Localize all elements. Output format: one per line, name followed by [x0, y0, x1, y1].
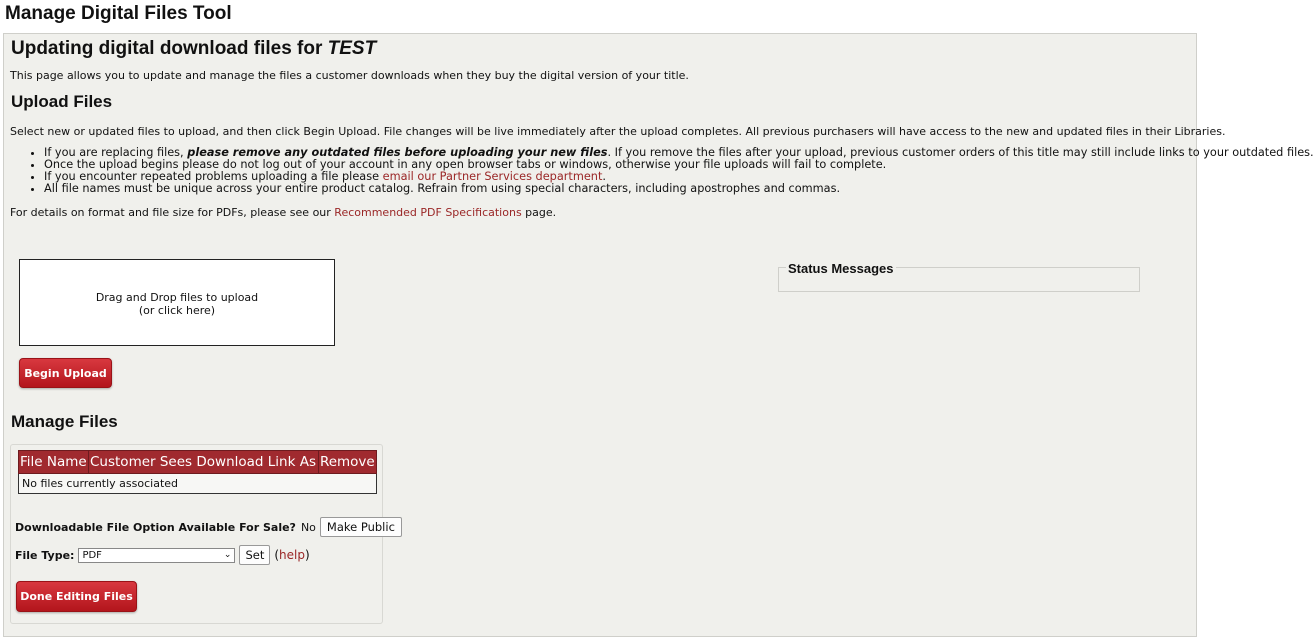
bullet-text: If you encounter repeated problems uploading a file please: [44, 170, 383, 183]
downloadable-option-value: No: [300, 520, 316, 534]
app-title: Manage Digital Files Tool: [5, 3, 232, 24]
downloadable-option-row: [15, 517, 402, 537]
pdf-details-prefix: For details on format and file size for PDFs, please see our: [10, 206, 335, 219]
file-type-select[interactable]: [78, 548, 235, 563]
begin-upload-button[interactable]: Begin Upload: [19, 358, 112, 388]
file-type-label: File Type:: [15, 548, 75, 562]
table-row: [19, 474, 377, 494]
column-download-link: Customer Sees Download Link As: [89, 451, 319, 474]
column-file-name: File Name: [19, 451, 89, 474]
downloadable-option-label: Downloadable File Option Available For Sale?: [15, 520, 296, 534]
bullet-text: . If you remove the files after your upload, previous customer orders of this title may still include links to your outdated files.: [607, 146, 1314, 159]
manage-files-heading: Manage Files: [11, 412, 118, 431]
product-title: TEST: [327, 38, 377, 59]
file-dropzone[interactable]: [19, 259, 335, 346]
main-panel: [3, 33, 1314, 637]
help-wrapper: [274, 548, 309, 562]
dropzone-hint: (or click here): [138, 304, 216, 317]
make-public-button[interactable]: Make Public: [320, 517, 402, 537]
partner-services-email-link[interactable]: email our Partner Services department: [382, 170, 603, 183]
empty-files-message: No files currently associated: [19, 474, 377, 494]
done-editing-files-button[interactable]: Done Editing Files: [16, 581, 137, 612]
list-item: • All file names must be unique across your entire product catalog. Refrain from using special characters, including apostrophes and commas.: [44, 183, 1314, 195]
column-remove: Remove: [318, 451, 376, 474]
bullet-text: If you are replacing files,: [44, 146, 188, 159]
table-header-row: [19, 451, 377, 474]
help-paren-open: (: [274, 548, 280, 562]
file-type-selected: PDF: [82, 549, 102, 561]
dropzone-label: Drag and Drop files to upload: [95, 291, 259, 304]
page-heading: [11, 38, 376, 60]
list-item: • Once the upload begins please do not log out of your account in any open browser tabs or windows, otherwise your file uploads will fail to complete.: [44, 159, 1314, 171]
intro-text: This page allows you to update and manage the files a customer downloads when they buy the digital version of your title.: [10, 69, 689, 82]
file-type-help-link[interactable]: help: [279, 548, 305, 562]
files-table: [18, 450, 377, 494]
help-paren-close: ): [304, 548, 310, 562]
upload-rules-list: [10, 147, 1314, 195]
bullet-text: .: [602, 170, 606, 183]
status-messages-legend: Status Messages: [788, 261, 894, 276]
manage-files-box: [10, 444, 395, 624]
page-heading-prefix: Updating digital download files for: [11, 38, 328, 59]
upload-files-heading: Upload Files: [11, 92, 113, 111]
file-type-row: [15, 545, 310, 565]
pdf-specs-link[interactable]: Recommended PDF Specifications: [334, 206, 522, 219]
set-file-type-button[interactable]: Set: [239, 545, 270, 565]
pdf-details-text: [10, 206, 556, 219]
chevron-down-icon: ⌄: [223, 550, 232, 560]
pdf-details-suffix: page.: [521, 206, 557, 219]
bullet-emphasis: please remove any outdated files before uploading your new files: [187, 146, 608, 159]
upload-instructions: Select new or updated files to upload, and then click Begin Upload. File changes will be live immediately after the upload completes. All previous purchasers will have access to the new and updated files in their Libraries.: [10, 125, 1226, 138]
